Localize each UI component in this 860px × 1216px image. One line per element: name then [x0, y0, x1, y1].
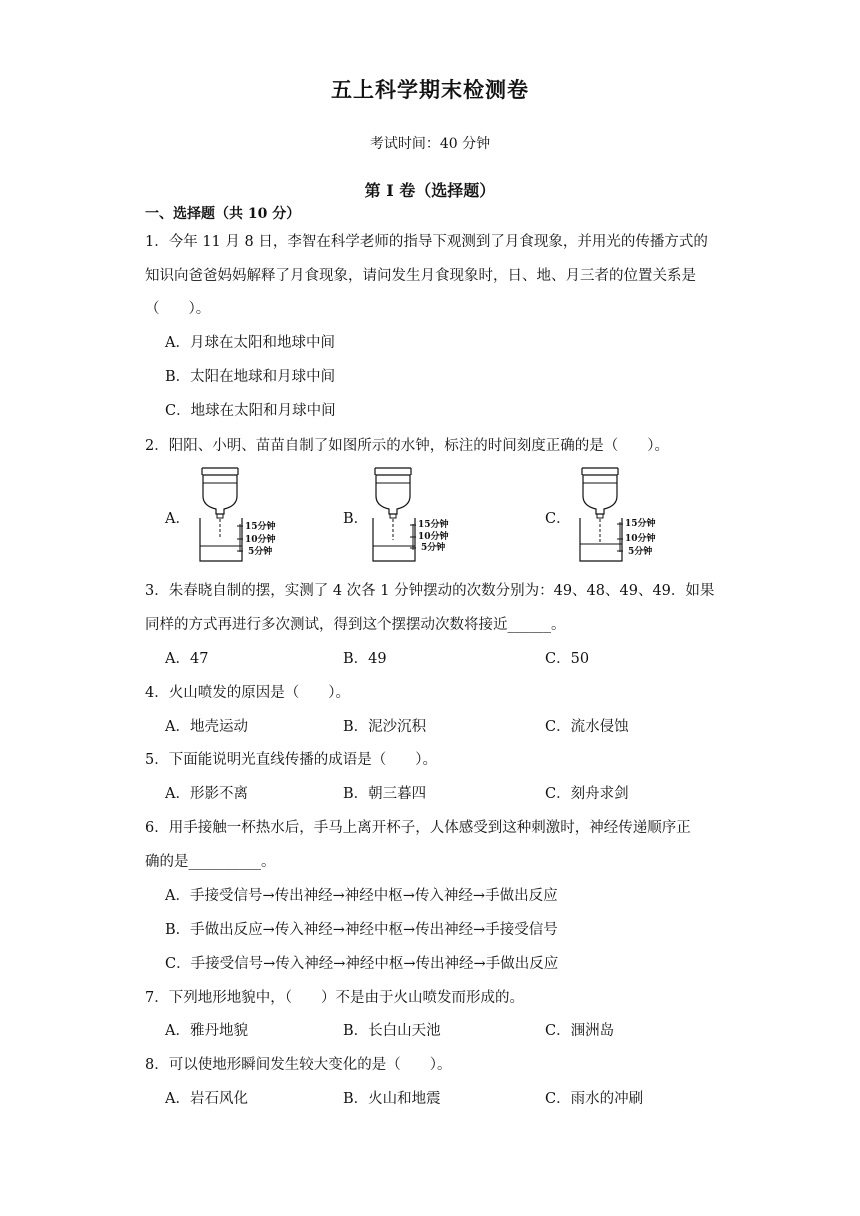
question-4-text: 4．火山喷发的原因是（ ）。: [145, 685, 350, 701]
scale-label-15: 15分钟: [245, 522, 276, 532]
question-6-option-b: B．手做出反应→传入神经→神经中枢→传出神经→手接受信号: [165, 922, 558, 938]
question-2-option-b: B．: [343, 511, 369, 527]
question-3-line: 同样的方式再进行多次测试，得到这个摆摆动次数将接近______。: [145, 617, 566, 633]
page-title: 五上科学期末检测卷: [331, 77, 529, 102]
scale-label-10: 10分钟: [245, 535, 276, 545]
scale-label-10: 10分钟: [418, 532, 449, 542]
question-4-option-b: B．泥沙沉积: [343, 719, 427, 735]
scale-label-5: 5分钟: [248, 547, 273, 557]
question-8-text: 8．可以使地形瞬间发生较大变化的是（ ）。: [145, 1057, 452, 1073]
question-3-option-a: A．47: [165, 651, 209, 667]
question-1-line: 知识向爸爸妈妈解释了月食现象，请问发生月食现象时，日、地、月三者的位置关系是: [145, 268, 696, 284]
question-1-option-a: A．月球在太阳和地球中间: [165, 335, 335, 351]
question-2-text: 2．阳阳、小明、苗苗自制了如图所示的水钟，标注的时间刻度正确的是（ ）。: [145, 438, 669, 454]
scale-label-5: 5分钟: [421, 543, 446, 553]
question-3-option-b: B．49: [343, 651, 387, 667]
exam-time: 考试时间：40 分钟: [369, 136, 491, 152]
scale-label-10: 10分钟: [625, 534, 656, 544]
question-1-option-c: C．地球在太阳和月球中间: [165, 403, 336, 419]
question-4-option-a: A．地壳运动: [165, 719, 248, 735]
question-1-line: （ ）。: [145, 301, 211, 317]
section-title: 第 I 卷（选择题）: [364, 181, 496, 200]
question-5-option-a: A．形影不离: [165, 786, 248, 802]
question-1-line: 1．今年 11 月 8 日，李智在科学老师的指导下观测到了月食现象，并用光的传播方式的: [145, 234, 708, 250]
question-7-text: 7．下列地形地貌中，（ ）不是由于火山喷发而形成的。: [145, 990, 524, 1006]
question-3-line: 3．朱春晓自制的摆，实测了 4 次各 1 分钟摆动的次数分别为：49、48、49、49．如果: [145, 583, 715, 599]
question-6-option-c: C．手接受信号→传入神经→神经中枢→传出神经→手做出反应: [165, 956, 559, 972]
question-1-option-b: B．太阳在地球和月球中间: [165, 369, 336, 385]
scale-label-5: 5分钟: [628, 547, 653, 557]
water-clock-b-figure: [363, 466, 463, 566]
part-title: 一、选择题（共 10 分）: [145, 206, 301, 222]
question-5-option-b: B．朝三暮四: [343, 786, 427, 802]
question-2-option-c: C．: [545, 511, 571, 527]
question-8-option-a: A．岩石风化: [165, 1091, 248, 1107]
question-7-option-b: B．长白山天池: [343, 1023, 441, 1039]
question-6-option-a: A．手接受信号→传出神经→神经中枢→传入神经→手做出反应: [165, 888, 558, 904]
question-3-option-c: C．50: [545, 651, 590, 667]
water-clock-c-figure: [570, 466, 670, 566]
question-5-text: 5．下面能说明光直线传播的成语是（ ）。: [145, 752, 437, 768]
question-8-option-c: C．雨水的冲刷: [545, 1091, 644, 1107]
question-2-option-a: A．: [165, 511, 190, 527]
question-8-option-b: B．火山和地震: [343, 1091, 441, 1107]
question-6-line: 确的是__________。: [145, 854, 276, 870]
question-5-option-c: C．刻舟求剑: [545, 786, 629, 802]
question-4-option-c: C．流水侵蚀: [545, 719, 629, 735]
water-clock-a-figure: [190, 466, 290, 566]
question-7-option-c: C．涠洲岛: [545, 1023, 615, 1039]
question-6-line: 6．用手接触一杯热水后，手马上离开杯子，人体感受到这种刺激时，神经传递顺序正: [145, 820, 691, 836]
question-7-option-a: A．雅丹地貌: [165, 1023, 248, 1039]
scale-label-15: 15分钟: [418, 520, 449, 530]
scale-label-15: 15分钟: [625, 519, 656, 529]
